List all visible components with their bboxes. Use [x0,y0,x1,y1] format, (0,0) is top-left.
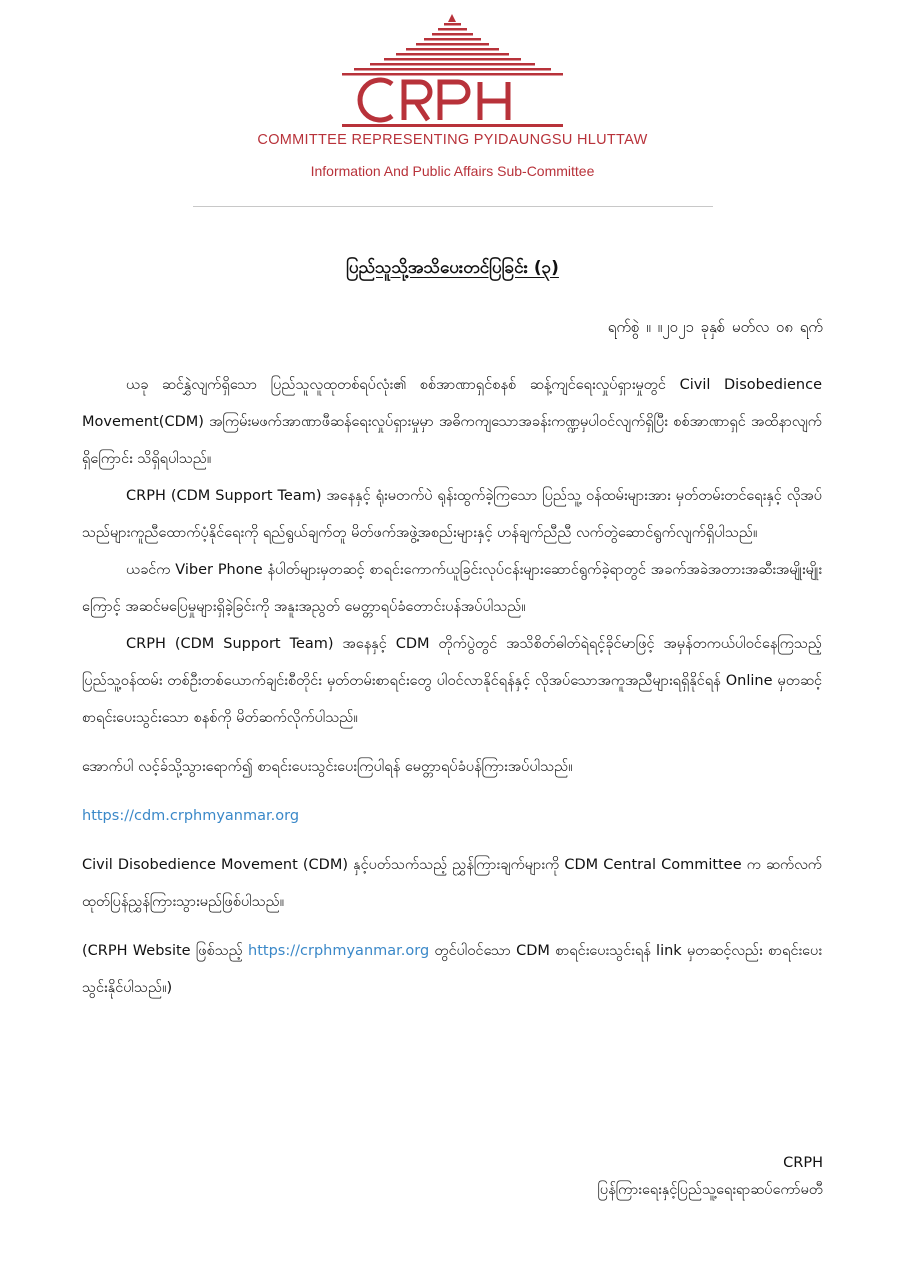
header-divider [193,206,713,207]
cdm-registration-link[interactable]: https://cdm.crphmyanmar.org [82,808,300,824]
date-line: ရက်စွဲ ။ ။၂၀၂၁ ခုနှစ် မတ်လ ၀၈ ရက် [607,318,823,336]
paragraph-4: CRPH (CDM Support Team) အနေနှင့် CDM တိုက်ပွဲတွင် အသိစိတ်ဓါတ်ရဲရင့်ခိုင်မာဖြင့် အမှန်တကယ်ပါဝင်နေကြသည့် ပြည်သူ့ဝန်ထမ်း တစ်ဦးတစ်ယောက်ချင်းစီတိုင်း မှတ်တမ်းစာရင်းတွေ ပါဝင်လာနိုင်ရန်နှင့် လိုအပ်သောအကူအညီများရရှိနိုင်ရန် Online မှတဆင့် စာရင်းပေးသွင်းသော စနစ်ကို မိတ်ဆက်လိုက်ပါသည်။ [82,636,822,726]
paragraph-2: CRPH (CDM Support Team) အနေနှင့် ရုံးမတက်ပဲ ရုန်းထွက်ခဲ့ကြသော ပြည်သူ့ ဝန်ထမ်းများအား မှတ်တမ်းတင်ရေးနှင့် လိုအပ်သည်များကူညီထောက်ပံ့နိုင်ရေးကို ရည်ရွယ်ချက်တူ မိတ်ဖက်အဖွဲ့အစည်းများနှင့် ဟန်ချက်ညီညီ လက်တွဲဆောင်ရွက်လျက်ရှိပါသည်။ [82,488,822,541]
website-link[interactable]: https://crphmyanmar.org [248,943,430,959]
signature-committee: ပြန်ကြားရေးနှင့်ပြည်သူ့ရေးရာဆပ်ကော်မတီ [597,1182,823,1198]
paragraph-7-prefix: (CRPH Website ဖြစ်သည့် [82,943,249,959]
paragraph-7-suffix: တွင်ပါဝင်သော CDM စာရင်းပေးသွင်းရန် link မှတဆင့်လည်း စာရင်းပေးသွင်းနိုင်ပါသည်။) [82,943,822,996]
paragraph-1: ယခု ဆင်နွှဲလျက်ရှိသော ပြည်သူလူထုတစ်ရပ်လုံး၏ စစ်အာဏာရှင်စနစ် ဆန့်ကျင်ရေးလှုပ်ရှားမှုတွင် Civil Disobedience Movement(CDM) အကြမ်းမဖက်အာဏာဖီဆန်ရေးလှုပ်ရှားမှုမှာ အဓိကကျသောအခန်းကဏ္ဍမှပါဝင်လျက်ရှိပြီး စစ်အာဏာရှင် အထိနာလျက်ရှိကြောင်း သိရှိရပါသည်။ [82,377,822,467]
document-title: ပြည်သူသို့အသိပေးတင်ပြခြင်း (၃) [346,258,559,278]
signature-block [597,1150,823,1204]
signature-org: CRPH [783,1155,823,1171]
document-body [82,367,822,1007]
paragraph-5: အောက်ပါ လင့်ခ်သို့သွားရောက်၍ စာရင်းပေးသွင်းပေးကြပါရန် မေတ္တာရပ်ခံပန်ကြားအပ်ပါသည်။ [82,759,573,775]
paragraph-6: Civil Disobedience Movement (CDM) နှင့်ပတ်သက်သည့် ညွှန်ကြားချက်များကို CDM Central Committee က ဆက်လက်ထုတ်ပြန်ညွှန်ကြားသွားမည်ဖြစ်ပါသည်။ [82,857,822,910]
paragraph-3: ယခင်က Viber Phone နံပါတ်များမှတဆင့် စာရင်းကောက်ယူခြင်းလုပ်ငန်းများဆောင်ရွက်ခဲ့ရာတွင် အခက်အခဲအတားအဆီးအမျိုးမျိုးကြောင့် အဆင်မပြေမှုများရှိခဲ့ခြင်းကို အနူးအညွတ် မေတ္တာရပ်ခံတောင်းပန်အပ်ပါသည်။ [82,562,822,615]
crph-logo [340,12,565,130]
sub-committee-name: Information And Public Affairs Sub-Committee [310,163,595,179]
paragraph-7 [82,933,822,1007]
organization-name: COMMITTEE REPRESENTING PYIDAUNGSU HLUTTAW [257,132,648,148]
